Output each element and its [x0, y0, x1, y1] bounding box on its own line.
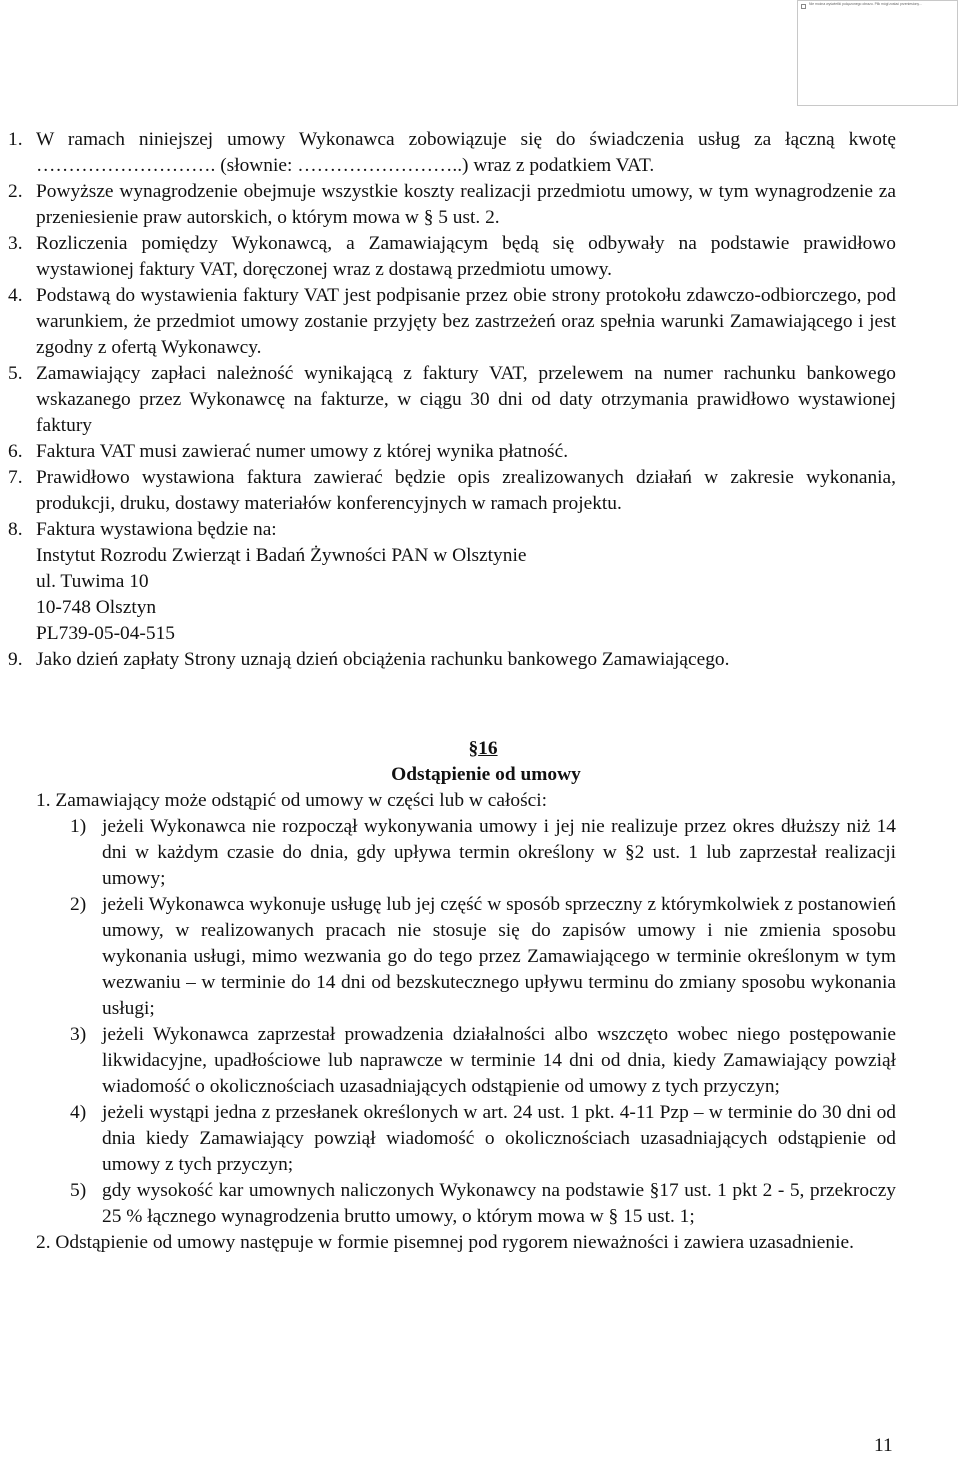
broken-image-placeholder [797, 0, 958, 106]
list-item [36, 892, 896, 1022]
item-text: Powyższe wynagrodzenie obejmuje wszystkie koszty realizacji przedmiotu umowy, w tym wynagrodzenie za przeniesienie praw autorskich, o którym mowa w § 5 ust. 2. [36, 181, 896, 228]
item-text: Zamawiający zapłaci należność wynikającą z faktury VAT, przelewem na numer rachunku bankowego wskazanego przez Wykonawcę na fakturze, w ciągu 30 dni od daty otrzymania prawidłowo wystawionej faktury [36, 363, 896, 436]
item-text: Prawidłowo wystawiona faktura zawierać będzie opis zrealizowanych działań w zakresie wykonania, produkcji, druku, dostawy materiałów konferencyjnych w ramach projektu. [36, 467, 896, 514]
item-text: jeżeli Wykonawca nie rozpoczął wykonywania umowy i jej nie realizuje przez okres dłuższy niż 14 dni w każdym czasie do dnia, gdy upływa termin określony w §2 ust. 1 lub zaprzestał realizacji umowy; [102, 816, 896, 889]
item-text: Rozliczenia pomiędzy Wykonawcą, a Zamawiającym będą się odbywały na podstawie prawidłowo wystawionej faktury VAT, doręczonej wraz z dostawą przedmiotu umowy. [36, 233, 896, 280]
item-text: Faktura wystawiona będzie na: [36, 519, 277, 540]
list-item [36, 814, 896, 892]
list-item [36, 1100, 896, 1178]
list-item [36, 1022, 896, 1100]
item-number: 1. [8, 129, 23, 150]
address-tax-id: PL739-05-04-515 [36, 623, 175, 644]
list-item [8, 231, 896, 283]
item-text: Podstawą do wystawienia faktury VAT jest podpisanie przez obie strony protokołu zdawczo-odbiorczego, pod warunkiem, że przedmiot umowy zostanie przyjęty bez zastrzeżeń oraz spełnia warunki Zamawiającego i jest zgodny z ofertą Wykonawcy. [36, 285, 896, 358]
item-number: 9. [8, 649, 23, 670]
list-item [8, 439, 896, 465]
section-intro: 1. Zamawiający może odstąpić od umowy w części lub w całości: [36, 790, 547, 811]
section-number: §16 [468, 738, 498, 759]
section-title: Odstąpienie od umowy [391, 764, 581, 785]
section-closing: 2. Odstąpienie od umowy następuje w formie pisemnej pod rygorem nieważności i zawiera uzasadnienie. [36, 1232, 854, 1253]
item-text: Jako dzień zapłaty Strony uznają dzień obciążenia rachunku bankowego Zamawiającego. [36, 649, 730, 670]
list-item [8, 179, 896, 231]
payment-terms-list [8, 127, 896, 673]
address-street: ul. Tuwima 10 [36, 571, 149, 592]
list-item [8, 517, 896, 647]
item-text: jeżeli Wykonawca wykonuje usługę lub jej część w sposób sprzeczny z którymkolwiek z postanowień umowy, w realizowanych pracach nie stosuje się do zapisów umowy i nie zmienia sposobu wykonania usługi, mimo wezwania go do tego przez Zamawiającego w terminie określonym w tym wezwaniu – w terminie do 14 dni od bezskutecznego upływu terminu do zmiany sposobu wykonania usługi; [102, 894, 896, 1019]
item-number: 4. [8, 285, 23, 306]
item-number: 1) [70, 816, 87, 837]
list-item [8, 361, 896, 439]
broken-image-caption: Nie można wyświetlić połączonego obrazu. Plik mógł zostać przeniesiony... [809, 2, 922, 6]
item-text: gdy wysokość kar umownych naliczonych Wykonawcy na podstawie §17 ust. 1 pkt 2 - 5, przekroczy 25 % łącznego wynagrodzenia brutto umowy, o którym mowa w § 15 ust. 1; [102, 1180, 896, 1227]
item-text: jeżeli Wykonawca zaprzestał prowadzenia działalności albo wszczęto wobec niego postępowanie likwidacyjne, upadłościowe lub naprawcze w terminie 14 dni od dnia, kiedy Zamawiający powziął wiadomość o okolicznościach uzasadniających odstąpienie od umowy z tych przyczyn; [102, 1024, 896, 1097]
page-number: 11 [874, 1435, 893, 1456]
withdrawal-section [36, 788, 896, 1256]
item-number: 5. [8, 363, 23, 384]
item-number: 5) [70, 1180, 87, 1201]
item-text: jeżeli wystąpi jedna z przesłanek określonych w art. 24 ust. 1 pkt. 4-11 Pzp – w terminie do 30 dni od dnia kiedy Zamawiający powziął wiadomość o okolicznościach uzasadniających odstąpienie od umowy z tych przyczyn; [102, 1102, 896, 1175]
item-number: 3) [70, 1024, 87, 1045]
item-text: W ramach niniejszej umowy Wykonawca zobowiązuje się do świadczenia usług za łączną kwotę ………………………. (słownie: ……………………..) wraz z podatkiem VAT. [36, 129, 896, 176]
list-item [8, 465, 896, 517]
address-institution: Instytut Rozrodu Zwierząt i Badań Żywności PAN w Olsztynie [36, 545, 527, 566]
item-number: 6. [8, 441, 23, 462]
list-item [8, 127, 896, 179]
item-number: 3. [8, 233, 23, 254]
item-number: 7. [8, 467, 23, 488]
item-number: 2) [70, 894, 87, 915]
section-number-value: 16 [478, 738, 498, 759]
item-number: 8. [8, 519, 23, 540]
broken-image-icon [801, 4, 806, 9]
item-number: 4) [70, 1102, 87, 1123]
item-number: 2. [8, 181, 23, 202]
list-item [36, 1178, 896, 1230]
list-item [8, 283, 896, 361]
invoice-address [36, 543, 896, 647]
address-city: 10-748 Olsztyn [36, 597, 157, 618]
item-text: Faktura VAT musi zawierać numer umowy z której wynika płatność. [36, 441, 569, 462]
list-item [8, 647, 896, 673]
